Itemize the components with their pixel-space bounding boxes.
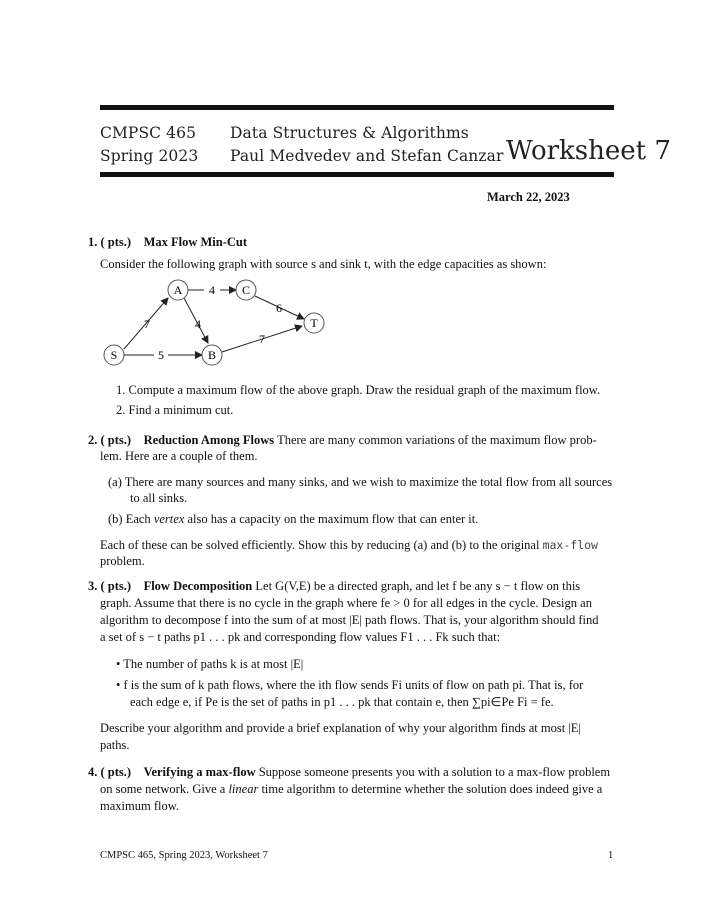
q2-closing-line-1: Each of these can be solved efficiently. Show this by reducing (a) and (b) to the original max-flow (100, 538, 598, 552)
q3-line-1: Let G(V,E) be a directed graph, and let f be any s − t flow on this (255, 579, 581, 593)
edge-label-ct: 6 (276, 301, 282, 315)
node-label-c: C (241, 283, 251, 297)
edge-label-ab: 4 (195, 317, 201, 331)
q1-item-1: 1. Compute a maximum flow of the above graph. Draw the residual graph of the maximum flow. (116, 383, 601, 397)
worksheet-title: Worksheet 7 (506, 136, 671, 166)
q2-item-a-line-1: (a) There are many sources and many sinks, and we wish to maximize the total flow from all sources (108, 475, 613, 489)
footer-left: CMPSC 465, Spring 2023, Worksheet 7 (100, 850, 268, 861)
q4-number: 4. ( (88, 765, 105, 779)
q3-bullet-2-line-2: each edge e, if Pe is the set of paths in p1 . . . pk that contain e, then ∑pi∈Pe Fi = fe. (130, 695, 554, 709)
q2-closing-line-2: problem. (100, 554, 145, 568)
q2-item-b (108, 511, 478, 528)
page-number: 1 (608, 850, 614, 861)
q2-number: 2. ( (88, 433, 105, 447)
q2-b-prefix: (b) Each (108, 512, 151, 526)
q2-item-a-line-2: to all sinks. (130, 491, 188, 505)
q2-line-1: There are many common variations of the maximum flow prob- (277, 433, 597, 447)
q2-b-rest: also has a capacity on the maximum flow that can enter it. (187, 512, 479, 526)
q1-number: 1. ( (88, 235, 105, 249)
edge-label-sa: 7 (144, 317, 150, 331)
edge-label-ac: 4 (209, 283, 215, 297)
q3-number: 3. ( (88, 579, 105, 593)
q3-title: Flow Decomposition (143, 579, 253, 593)
question-2-heading (88, 432, 618, 449)
q3-line-4: a set of s − t paths p1 . . . pk and corresponding flow values F1 . . . Fk such that: (100, 630, 501, 644)
header-top-rule (100, 105, 614, 110)
max-flow-code: max-flow (542, 538, 598, 552)
q4-line-3: maximum flow. (100, 799, 180, 813)
q1-pts: pts.) (107, 235, 132, 249)
date: March 22, 2023 (487, 190, 570, 204)
node-label-a: A (173, 283, 183, 297)
q3-closing-line-2: paths. (100, 738, 130, 752)
q2-pts: pts.) (107, 433, 132, 447)
edge-label-bt: 7 (259, 332, 265, 346)
q4-line-1: Suppose someone presents you with a solution to a max-flow problem (258, 765, 611, 779)
header-bottom-rule (100, 172, 614, 177)
question-1-heading (88, 234, 247, 251)
flow-graph (98, 276, 338, 372)
edge-label-sb: 5 (158, 348, 164, 362)
q4-linear: linear (228, 782, 259, 796)
q1-item-2: 2. Find a minimum cut. (116, 403, 234, 417)
q4-line-2: on some network. Give a linear time algorithm to determine whether the solution does indeed give a (100, 782, 603, 796)
course-subject: Data Structures & Algorithms (230, 124, 469, 142)
node-label-s: S (110, 348, 118, 362)
q3-bullet-1: • The number of paths k is at most |E| (116, 657, 304, 671)
q2-line-2: lem. Here are a couple of them. (100, 449, 258, 463)
q2-title: Reduction Among Flows (143, 433, 275, 447)
q2-b-vertex: vertex (153, 512, 185, 526)
q3-line-2: graph. Assume that there is no cycle in the graph where fe > 0 for all edges in the cycle. Design an (100, 596, 592, 610)
term: Spring 2023 (100, 147, 199, 165)
q3-bullet-2-line-1: • f is the sum of k path flows, where the ith flow sends Fi units of flow on path pi. That is, for (116, 678, 584, 692)
q3-line-3: algorithm to decompose f into the sum of at most |E| path flows. That is, your algorithm should find (100, 613, 599, 627)
question-4-heading (88, 764, 618, 781)
question-3-heading (88, 578, 618, 595)
q1-intro: Consider the following graph with source s and sink t, with the edge capacities as shown: (100, 257, 547, 271)
node-label-b: B (207, 348, 217, 362)
q3-closing-line-1: Describe your algorithm and provide a brief explanation of why your algorithm finds at most |E| (100, 721, 581, 735)
course-code: CMPSC 465 (100, 124, 197, 142)
q1-title: Max Flow Min-Cut (143, 235, 248, 249)
instructors: Paul Medvedev and Stefan Canzar (230, 147, 504, 165)
q3-pts: pts.) (107, 579, 132, 593)
q4-title: Verifying a max-flow (143, 765, 256, 779)
q4-pts: pts.) (107, 765, 132, 779)
node-label-t: T (310, 316, 318, 330)
